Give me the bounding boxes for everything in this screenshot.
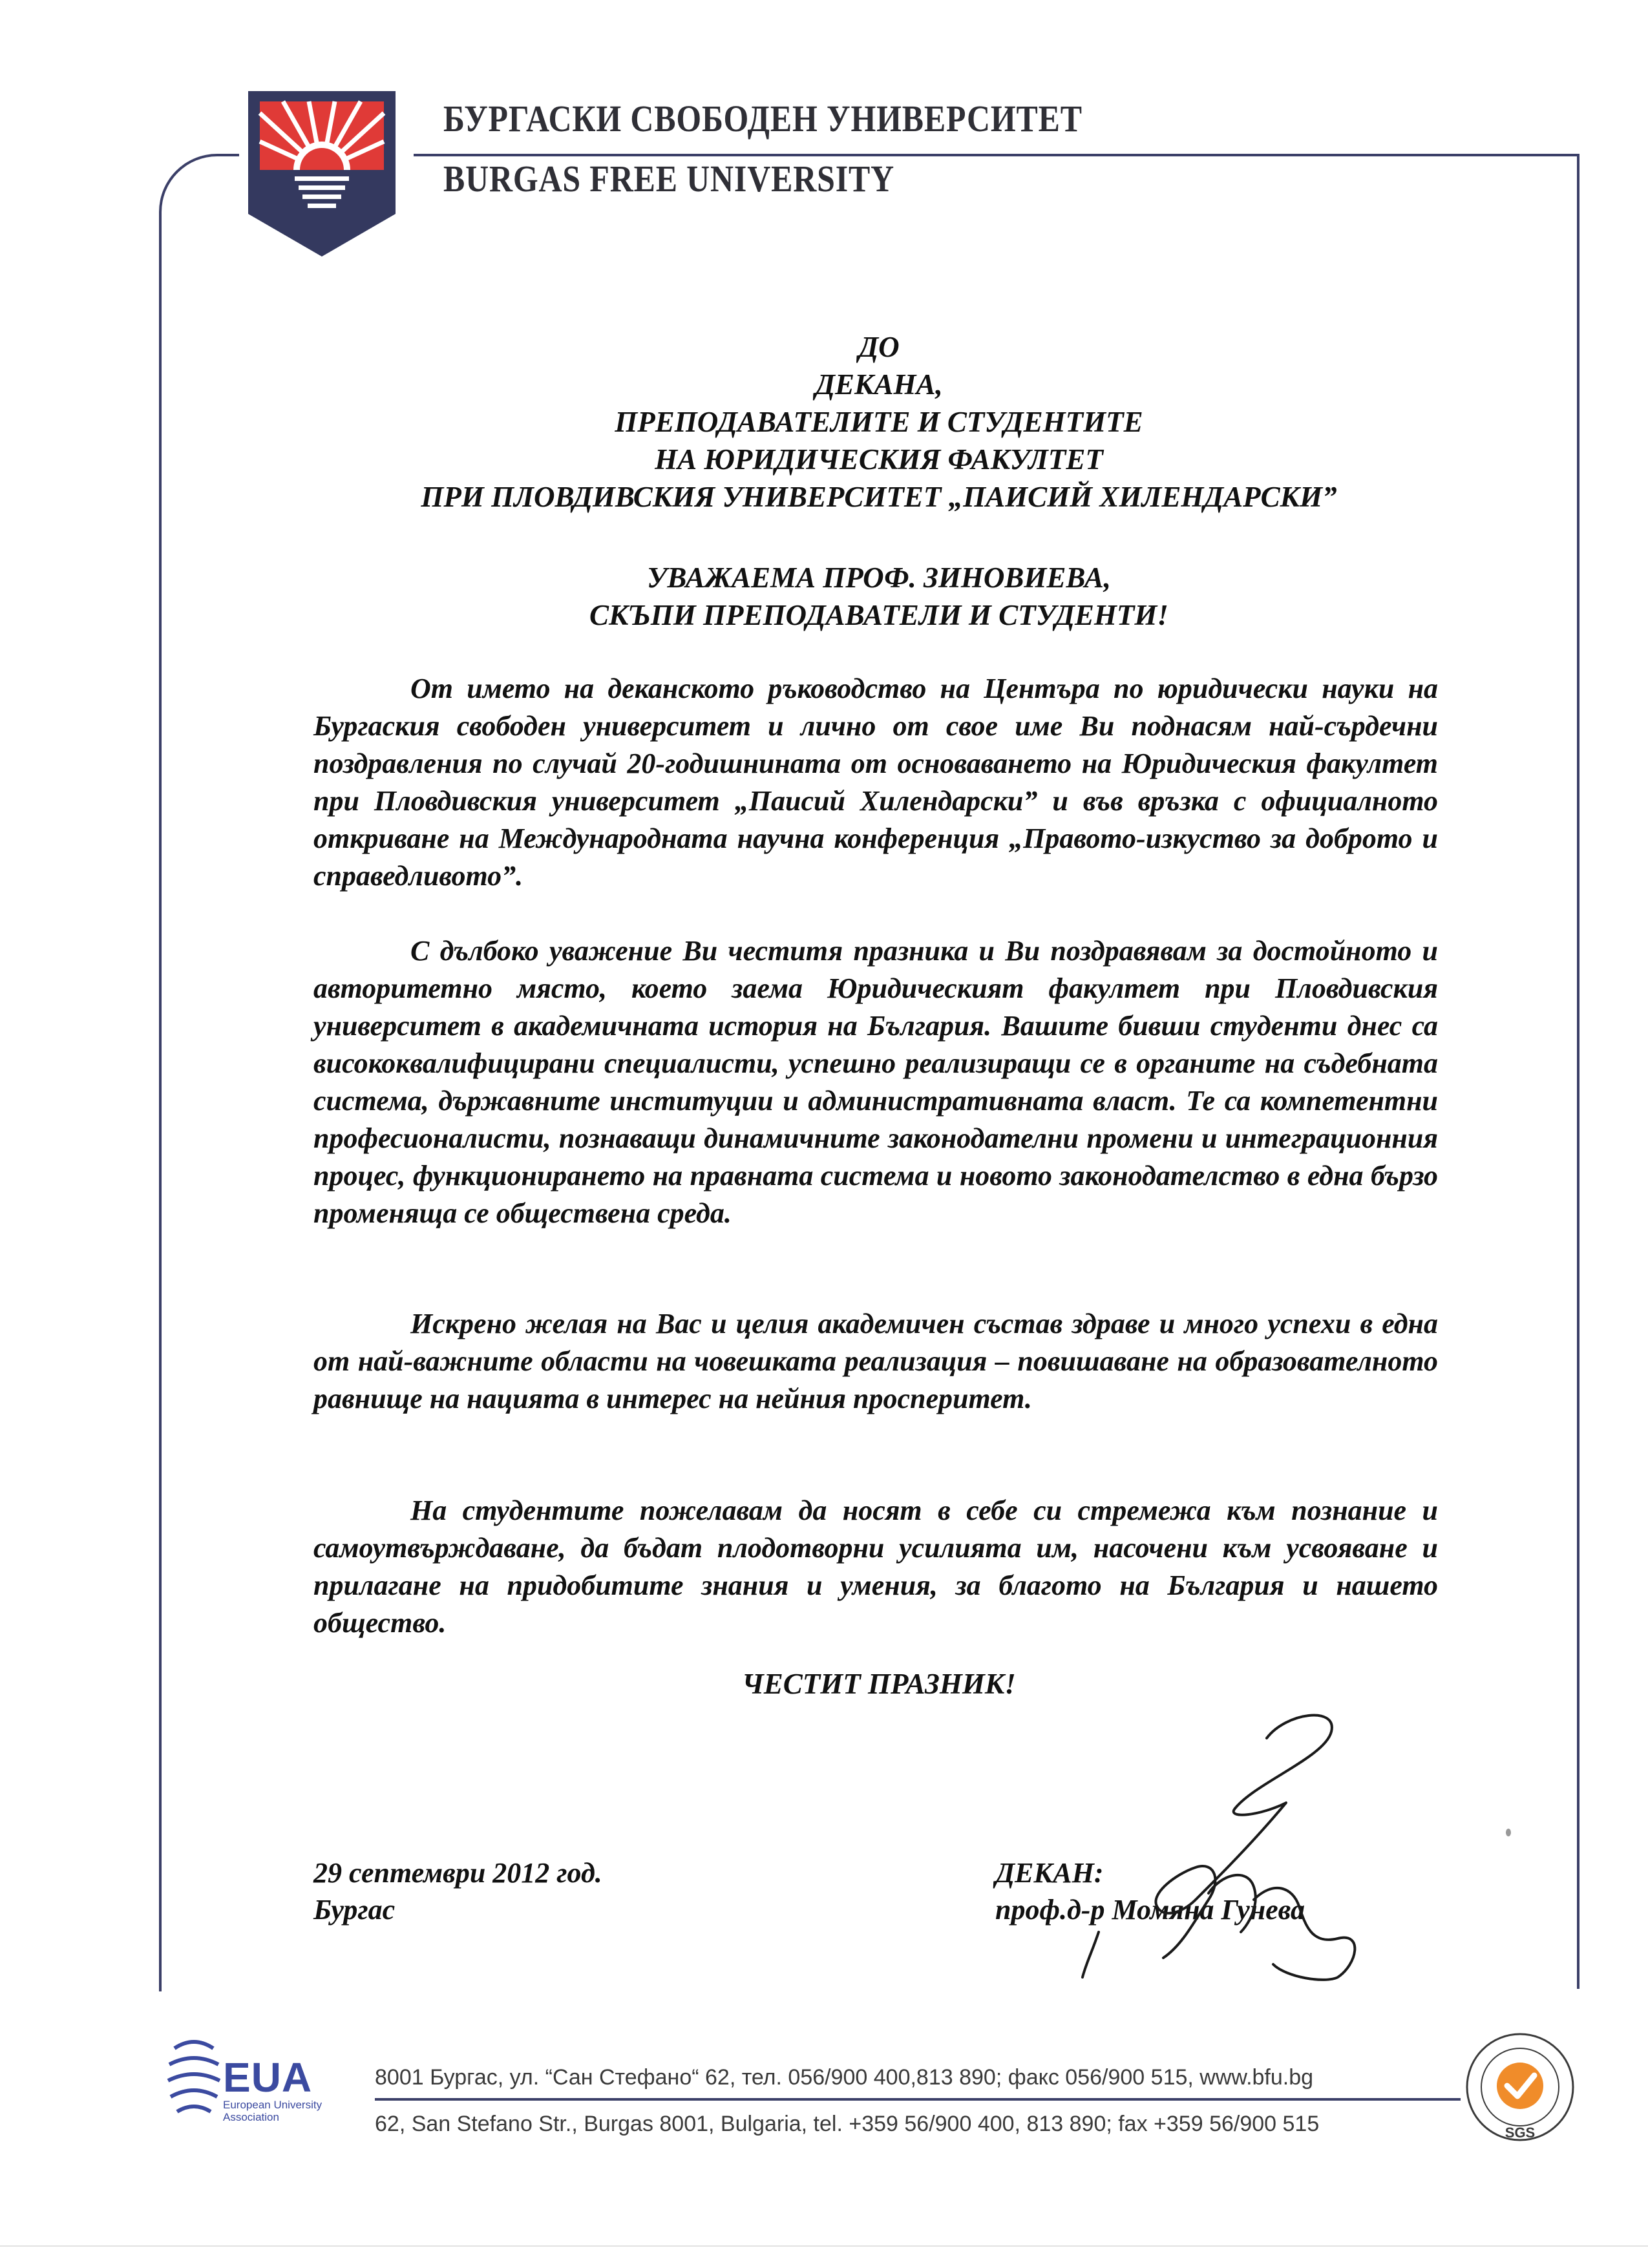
letterhead-frame-left bbox=[159, 154, 239, 1991]
body-paragraph-1: От името на деканското ръководство на Центъра по юридически науки на Бургаския свободен университет и лично от свое име Ви поднасям най-сърдечни поздравления по случай 20-годишнината от основаването на Юридическия факултет при Пловдивския университет „Паисий Хилендарски” и във връзка с официалното откриване на Международната научна конференция „Правото-изкуство за доброто и справедливото”. bbox=[313, 673, 1438, 892]
body-paragraph-4: На студентите пожелавам да носят в себе си стремежа към познание и самоутвърждаване, да бъдат плодотворни усилията им, насочени към усвояване и прилагане на придобитите знания и умения, за благото на България и нашето общество. bbox=[313, 1495, 1438, 1639]
svg-text:SGS: SGS bbox=[1505, 2125, 1536, 2141]
eua-abbreviation: EUA bbox=[223, 2054, 313, 2101]
addressee-line: ДО bbox=[858, 331, 900, 363]
letter-date: 29 септември 2012 год. bbox=[313, 1857, 602, 1889]
addressee-line: НА ЮРИДИЧЕСКИЯ ФАКУЛТЕТ bbox=[655, 443, 1103, 476]
sgs-certification-icon bbox=[1462, 2029, 1578, 2145]
addressee-line: ПРИ ПЛОВДИВСКИЯ УНИВЕРСИТЕТ „ПАИСИЙ ХИЛЕНДАРСКИ” bbox=[421, 481, 1337, 513]
sunrise-shield-icon bbox=[244, 87, 399, 262]
eua-full-name-line: Association bbox=[223, 2111, 279, 2123]
letterhead-frame-top bbox=[414, 154, 1578, 156]
signatory-name: проф.д-р Момяна Гунева bbox=[995, 1894, 1305, 1926]
closing-line: ЧЕСТИТ ПРАЗНИК! bbox=[742, 1668, 1016, 1700]
university-name-en: BURGAS FREE UNIVERSITY bbox=[443, 158, 894, 200]
page-bottom-rule bbox=[0, 2245, 1648, 2247]
addressee-line: ПРЕПОДАВАТЕЛИТЕ И СТУДЕНТИТЕ bbox=[615, 406, 1143, 438]
salutation-line: СКЪПИ ПРЕПОДАВАТЕЛИ И СТУДЕНТИ! bbox=[589, 599, 1168, 631]
footer-address-bg: 8001 Бургас, ул. “Сан Стефано“ 62, тел. 056/900 400,813 890; факс 056/900 515, www.bfu.bg bbox=[375, 2065, 1314, 2090]
letterhead-frame-right bbox=[1577, 154, 1579, 1989]
salutation bbox=[259, 559, 1499, 634]
salutation-line: УВАЖАЕМА ПРОФ. ЗИНОВИЕВА, bbox=[647, 562, 1111, 594]
university-name-bg: БУРГАСКИ СВОБОДЕН УНИВЕРСИТЕТ bbox=[443, 98, 1083, 140]
eua-full-name-line: European University bbox=[223, 2099, 322, 2111]
eua-full-name bbox=[223, 2099, 352, 2123]
addressee-line: ДЕКАНА, bbox=[815, 368, 943, 401]
footer-rule bbox=[375, 2098, 1461, 2101]
body-paragraph-3: Искрено желая на Вас и целия академичен състав здраве и много успехи в една от най-важните области на човешката реализация – повишаване на образователното равнище на нацията в интерес на нейния просперитет. bbox=[313, 1308, 1438, 1414]
letter-city: Бургас bbox=[313, 1894, 396, 1926]
handwritten-signature bbox=[950, 1706, 1415, 2003]
body-paragraph-2: С дълбоко уважение Ви честитя празника и Ви поздравявам за достойното и авторитетно място, което заема Юридическият факултет при Пловдивския университет в академичната история на България. Вашите бивши студенти днес са висококвалифицирани специалисти, успешно реализиращи се в органите на съдебната система, държавните институции и административната власт. Те са компетентни професионалисти, познаващи динамичните законодателни промени и интеграционния процес, функционирането на правната система и новото законодателство в една бързо променяща се обществена среда. bbox=[313, 935, 1438, 1229]
signatory-title: ДЕКАН: bbox=[995, 1857, 1104, 1889]
addressee-block bbox=[259, 328, 1499, 516]
scan-speck bbox=[1506, 1829, 1511, 1836]
footer-address-en: 62, San Stefano Str., Burgas 8001, Bulgaria, tel. +359 56/900 400, 813 890; fax +359 56/900 515 bbox=[375, 2112, 1320, 2136]
